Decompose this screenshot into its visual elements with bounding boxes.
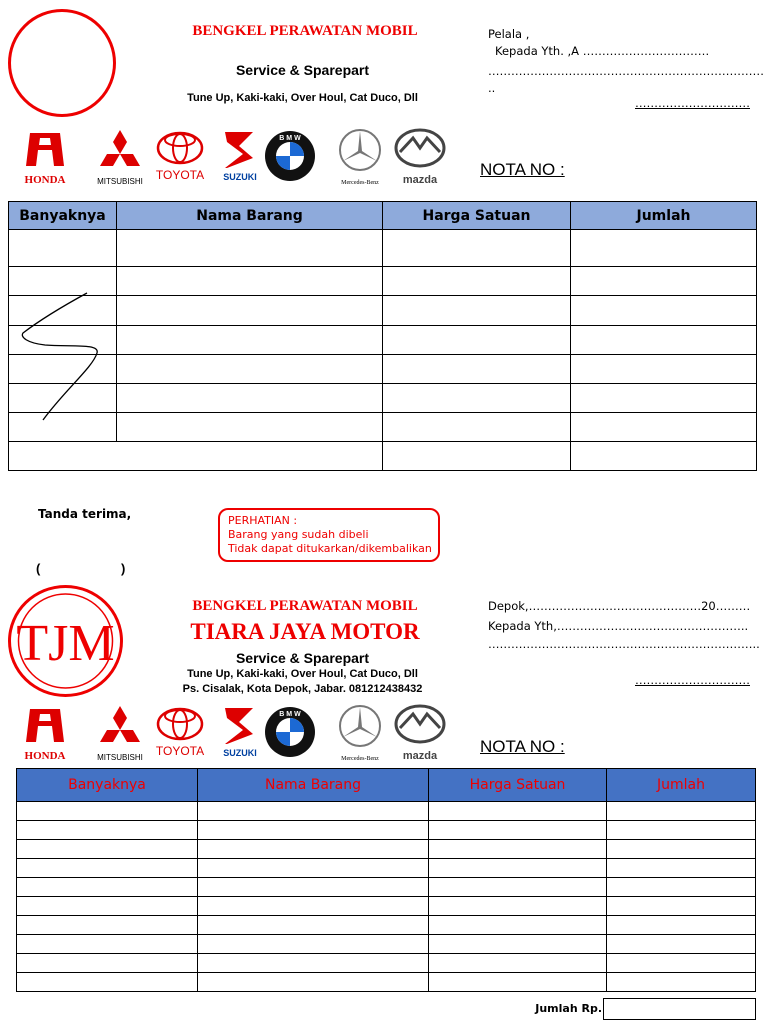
table-header-row [9, 202, 757, 230]
mitsubishi-logo: MITSUBISHI [85, 128, 155, 188]
svg-text:B M W: B M W [279, 135, 301, 142]
total-cell[interactable] [571, 296, 757, 326]
svg-text:TJM: TJM [16, 615, 115, 672]
table-row [9, 326, 757, 355]
item-name-cell[interactable] [198, 973, 429, 992]
unit-price-cell[interactable] [429, 954, 607, 973]
bottom-items-table [16, 768, 756, 992]
notice-line-2: Tidak dapat ditukarkan/dikembalikan [228, 542, 432, 555]
quantity-cell[interactable] [17, 840, 198, 859]
table-total-row [9, 442, 757, 471]
table-header-row [17, 769, 756, 802]
bmw-logo [260, 128, 330, 188]
shop-type-title: BENGKEL PERAWATAN MOBIL [192, 23, 418, 39]
nota-number-label: NOTA NO : [480, 160, 565, 179]
bottom-info-line-2: Kepada Yth,………………………………………….. [488, 619, 749, 633]
info-line-3: ……………………………………………………………… [488, 64, 764, 78]
table-row [17, 802, 756, 821]
bottom-shop-type-title: BENGKEL PERAWATAN MOBIL [192, 598, 418, 614]
table-row [17, 821, 756, 840]
col-item-name: Nama Barang [117, 202, 383, 230]
total-cell[interactable] [571, 413, 757, 442]
table-row [9, 296, 757, 326]
total-cell[interactable] [607, 878, 756, 897]
table-row [17, 878, 756, 897]
item-name-cell[interactable] [198, 897, 429, 916]
table-row [17, 859, 756, 878]
total-cell[interactable] [571, 384, 757, 413]
quantity-cell[interactable] [17, 897, 198, 916]
tjm-logo [8, 585, 123, 697]
svg-text:B M W: B M W [279, 711, 301, 718]
info-line-5: ………………………… [635, 96, 750, 110]
table-row [17, 973, 756, 992]
mercedes-logo: Mercedes-Benz [325, 128, 395, 188]
brand-logo-row [10, 128, 460, 188]
signature-close-paren: ) [121, 561, 126, 576]
total-amount-label: Jumlah Rp. [535, 1002, 602, 1015]
bottom-tagline: Tune Up, Kaki-kaki, Over Houl, Cat Duco, Dll [187, 668, 418, 680]
item-name-cell[interactable] [117, 230, 383, 267]
info-line-4: .. [488, 81, 496, 95]
item-name-cell[interactable] [117, 355, 383, 384]
item-name-cell[interactable] [198, 802, 429, 821]
col-unit-price: Harga Satuan [383, 202, 571, 230]
col-total: Jumlah [607, 769, 756, 802]
notice-line-1: Barang yang sudah dibeli [228, 528, 369, 541]
total-blank-cell [383, 442, 571, 471]
item-name-cell[interactable] [198, 821, 429, 840]
unit-price-cell[interactable] [429, 973, 607, 992]
quantity-cell[interactable] [17, 973, 198, 992]
mitsubishi-logo: MITSUBISHI [85, 704, 155, 764]
item-name-cell[interactable] [198, 954, 429, 973]
unit-price-cell[interactable] [429, 897, 607, 916]
info-line-1: Pelala , [488, 27, 530, 41]
table-row [9, 413, 757, 442]
item-name-cell[interactable] [117, 267, 383, 296]
quantity-cell[interactable] [17, 954, 198, 973]
total-cell[interactable] [571, 326, 757, 355]
total-cell[interactable] [571, 267, 757, 296]
signature-open-paren: ( [36, 561, 41, 576]
bottom-nota-number-label: NOTA NO : [480, 737, 565, 756]
table-row [17, 916, 756, 935]
shop-name-title: TIARA JAYA MOTOR [190, 619, 420, 644]
total-cell[interactable] [607, 973, 756, 992]
mazda-logo: mazda [385, 704, 455, 764]
table-row [9, 355, 757, 384]
notice-box [218, 508, 440, 562]
total-cell[interactable] [607, 935, 756, 954]
service-title: Service & Sparepart [235, 62, 370, 78]
col-total: Jumlah [571, 202, 757, 230]
unit-price-cell[interactable] [429, 821, 607, 840]
toyota-logo: TOYOTA [145, 704, 215, 764]
unit-price-cell[interactable] [383, 384, 571, 413]
unit-price-cell[interactable] [429, 878, 607, 897]
items-table [8, 201, 757, 471]
item-name-cell[interactable] [117, 296, 383, 326]
table-row [9, 230, 757, 267]
bottom-info-line-4: ………………………… [635, 673, 750, 687]
bottom-brand-logo-row [10, 704, 460, 764]
item-name-cell[interactable] [117, 326, 383, 355]
unit-price-cell[interactable] [429, 916, 607, 935]
total-cell[interactable] [607, 916, 756, 935]
total-cell[interactable] [607, 897, 756, 916]
empty-logo-circle [8, 9, 116, 117]
total-label-cell [9, 442, 383, 471]
table-row [17, 897, 756, 916]
info-line-2: Kepada Yth. ,A …………………………… [495, 44, 710, 58]
honda-logo: HONDA [10, 128, 80, 188]
shop-address: Ps. Cisalak, Kota Depok, Jabar. 081212438432 [182, 683, 423, 695]
quantity-cell[interactable] [17, 935, 198, 954]
total-cell[interactable] [607, 802, 756, 821]
col-quantity: Banyaknya [9, 202, 117, 230]
total-cell[interactable] [571, 355, 757, 384]
col-quantity: Banyaknya [17, 769, 198, 802]
bottom-service-title: Service & Sparepart [235, 650, 370, 666]
total-cell[interactable] [607, 954, 756, 973]
unit-price-cell[interactable] [383, 267, 571, 296]
item-name-cell[interactable] [117, 384, 383, 413]
total-cell[interactable] [571, 230, 757, 267]
suzuki-logo: SUZUKI [205, 128, 275, 188]
item-name-cell[interactable] [198, 878, 429, 897]
receipt-label: Tanda terima, [38, 507, 132, 521]
table-row [17, 840, 756, 859]
item-name-cell[interactable] [198, 916, 429, 935]
unit-price-cell[interactable] [429, 802, 607, 821]
handwritten-signature [15, 285, 105, 425]
mazda-logo: mazda [385, 128, 455, 188]
bottom-info-line-3: …………………………………………………………….. [488, 637, 760, 651]
bottom-info-line-1: Depok,………………………………………20……… [488, 599, 751, 613]
table-row [17, 935, 756, 954]
col-unit-price: Harga Satuan [429, 769, 607, 802]
honda-logo: HONDA [10, 704, 80, 764]
quantity-cell[interactable] [17, 916, 198, 935]
total-amount-field[interactable] [603, 998, 756, 1020]
table-row [17, 954, 756, 973]
unit-price-cell[interactable] [429, 840, 607, 859]
quantity-cell[interactable] [17, 821, 198, 840]
item-name-cell[interactable] [198, 859, 429, 878]
item-name-cell[interactable] [198, 840, 429, 859]
item-name-cell[interactable] [198, 935, 429, 954]
suzuki-logo: SUZUKI [205, 704, 275, 764]
quantity-cell[interactable] [17, 859, 198, 878]
unit-price-cell[interactable] [383, 413, 571, 442]
table-row [9, 384, 757, 413]
quantity-cell[interactable] [17, 802, 198, 821]
grand-total-cell[interactable] [571, 442, 757, 471]
table-row [9, 267, 757, 296]
unit-price-cell[interactable] [383, 230, 571, 267]
item-name-cell[interactable] [117, 413, 383, 442]
mercedes-logo: Mercedes-Benz [325, 704, 395, 764]
unit-price-cell[interactable] [383, 296, 571, 326]
quantity-cell[interactable] [17, 878, 198, 897]
tagline: Tune Up, Kaki-kaki, Over Houl, Cat Duco, Dll [187, 92, 418, 104]
unit-price-cell[interactable] [429, 935, 607, 954]
unit-price-cell[interactable] [383, 355, 571, 384]
unit-price-cell[interactable] [429, 859, 607, 878]
toyota-logo: TOYOTA [145, 128, 215, 188]
total-cell[interactable] [607, 859, 756, 878]
col-item-name: Nama Barang [198, 769, 429, 802]
total-cell[interactable] [607, 821, 756, 840]
total-cell[interactable] [607, 840, 756, 859]
unit-price-cell[interactable] [383, 326, 571, 355]
quantity-cell[interactable] [9, 230, 117, 267]
bmw-logo [260, 704, 330, 764]
total-amount-underline [603, 1019, 756, 1020]
notice-title: PERHATIAN : [228, 514, 298, 527]
